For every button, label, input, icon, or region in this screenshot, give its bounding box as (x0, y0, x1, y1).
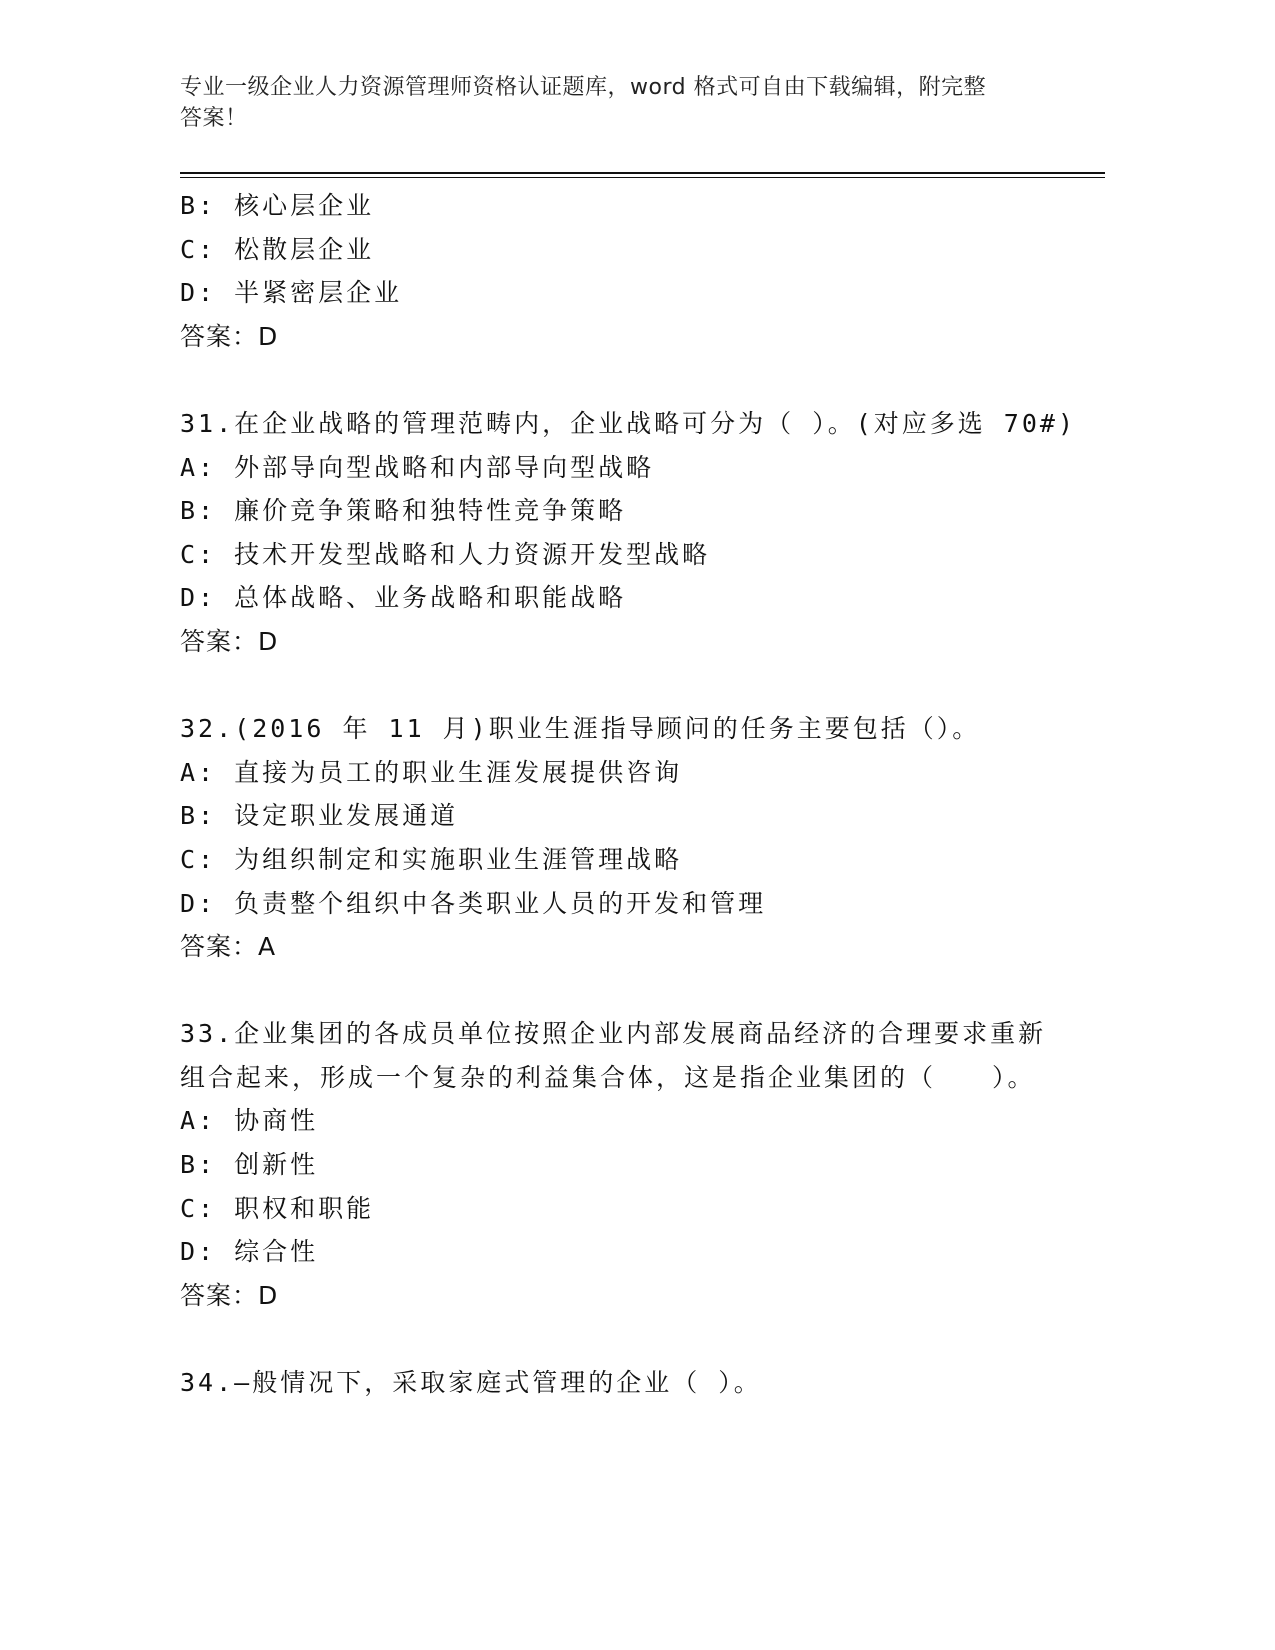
question-text: 32.(2016 年 11 月)职业生涯指导顾问的任务主要包括（）。 (180, 714, 981, 744)
option-a: A: 直接为员工的职业生涯发展提供咨询 (180, 757, 683, 787)
option-b: B: 创新性 (180, 1150, 319, 1180)
question-text: 34.—般情况下，采取家庭式管理的企业（ ）。 (180, 1368, 762, 1398)
option-b: B: 设定职业发展通道 (180, 801, 459, 831)
question-block-32 (180, 707, 1080, 969)
answer-line: 答案：D (180, 1280, 279, 1310)
answer-line: 答案：A (180, 932, 277, 962)
spacer (180, 1317, 1080, 1361)
header-divider (180, 172, 1105, 174)
option-d: D: 总体战略、业务战略和职能战略 (180, 583, 627, 613)
question-text-line-1: 33.企业集团的各成员单位按照企业内部发展商品经济的合理要求重新 (180, 1019, 1047, 1049)
option-a: A: 外部导向型战略和内部导向型战略 (180, 452, 655, 482)
spacer (180, 358, 1080, 402)
question-text-line-2: 组合起来，形成一个复杂的利益集合体，这是指企业集团的（ ）。 (180, 1062, 1036, 1092)
option-d: D: 半紧密层企业 (180, 278, 403, 308)
header-divider-thin (180, 177, 1105, 178)
option-d: D: 综合性 (180, 1237, 319, 1267)
question-block-34 (180, 1361, 1080, 1405)
option-a: A: 协商性 (180, 1106, 319, 1136)
answer-line: 答案：D (180, 626, 279, 656)
spacer (180, 664, 1080, 708)
header-line-2: 答案！ (180, 106, 248, 131)
option-c: C: 松散层企业 (180, 234, 375, 264)
spacer (180, 969, 1080, 1013)
option-d: D: 负责整个组织中各类职业人员的开发和管理 (180, 888, 767, 918)
option-b: B: 廉价竞争策略和独特性竞争策略 (180, 496, 627, 526)
option-c: C: 为组织制定和实施职业生涯管理战略 (180, 844, 683, 874)
question-block-31 (180, 402, 1080, 664)
answer-line: 答案：D (180, 321, 279, 351)
question-block-30 (180, 184, 1080, 358)
option-b: B: 核心层企业 (180, 191, 375, 220)
option-c: C: 技术开发型战略和人力资源开发型战略 (180, 539, 711, 569)
question-text: 31.在企业战略的管理范畴内，企业战略可分为（ ）。(对应多选 70#) (180, 408, 1077, 438)
document-header (180, 72, 1060, 134)
question-content (180, 184, 1080, 1405)
header-line-1: 专业一级企业人力资源管理师资格认证题库，word 格式可自由下载编辑，附完整 (180, 75, 987, 100)
option-c: C: 职权和职能 (180, 1193, 375, 1223)
question-block-33 (180, 1012, 1080, 1317)
